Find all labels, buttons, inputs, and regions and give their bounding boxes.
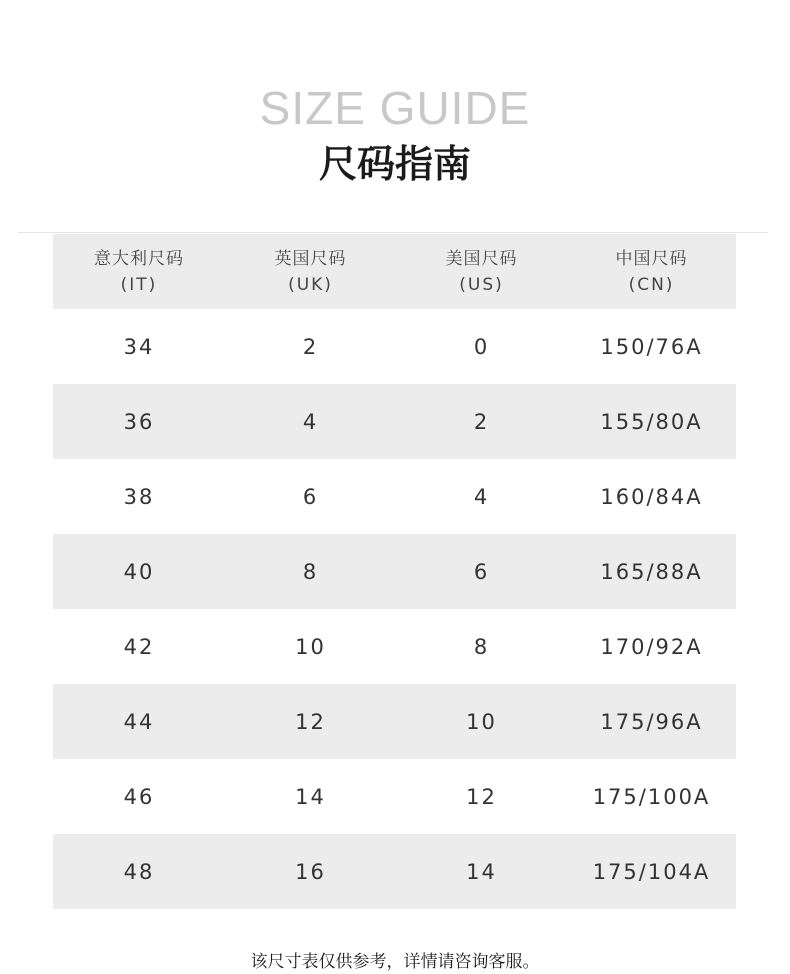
cell-value: 165/88A (600, 559, 703, 584)
cell-us (396, 309, 567, 384)
cell-value: 175/104A (592, 859, 711, 884)
cell-us (396, 759, 567, 834)
table-row (53, 759, 736, 834)
cell-value: 4 (473, 484, 490, 509)
cell-it (53, 384, 225, 459)
size-guide-table (53, 234, 736, 909)
footnote-disclaimer: 该尺寸表仅供参考，详情请咨询客服。 (250, 952, 540, 972)
cell-us (396, 684, 567, 759)
cell-value: 40 (123, 559, 155, 584)
cell-value: 14 (295, 784, 326, 809)
cell-us (396, 609, 567, 684)
cell-us (396, 384, 567, 459)
cell-value: 48 (123, 859, 155, 884)
cell-us (396, 834, 567, 909)
cell-value: 2 (302, 334, 319, 359)
cell-cn (567, 534, 736, 609)
cell-uk (225, 534, 396, 609)
table-row (53, 609, 736, 684)
cell-value: 44 (123, 709, 155, 734)
cell-value: 46 (123, 784, 155, 809)
header-cn-cn: 中国尺码 (615, 248, 688, 269)
cell-uk (225, 309, 396, 384)
cell-value: 155/80A (600, 409, 703, 434)
cell-uk (225, 384, 396, 459)
table-row (53, 309, 736, 384)
cell-value: 175/100A (592, 784, 711, 809)
table-row (53, 834, 736, 909)
cell-value: 42 (123, 634, 155, 659)
table-row (53, 684, 736, 759)
cell-uk (225, 759, 396, 834)
cell-value: 10 (466, 709, 497, 734)
title-english: SIZE GUIDE (259, 82, 531, 134)
header-cn (567, 234, 736, 309)
header-us-cn: 美国尺码 (445, 248, 518, 269)
cell-value: 160/84A (600, 484, 703, 509)
cell-uk (225, 834, 396, 909)
cell-value: 10 (295, 634, 326, 659)
cell-it (53, 759, 225, 834)
cell-value: 6 (302, 484, 319, 509)
cell-it (53, 459, 225, 534)
cell-value: 12 (295, 709, 326, 734)
cell-cn (567, 459, 736, 534)
cell-cn (567, 684, 736, 759)
cell-it (53, 609, 225, 684)
cell-value: 8 (473, 634, 490, 659)
cell-value: 12 (466, 784, 497, 809)
cell-value: 14 (466, 859, 497, 884)
cell-uk (225, 609, 396, 684)
cell-uk (225, 459, 396, 534)
cell-value: 16 (295, 859, 326, 884)
cell-value: 34 (123, 334, 155, 359)
cell-value: 6 (473, 559, 490, 584)
header-us (396, 234, 567, 309)
cell-cn (567, 609, 736, 684)
cell-it (53, 684, 225, 759)
header-it (53, 234, 225, 309)
header-it-en: (IT) (120, 274, 158, 295)
cell-value: 175/96A (600, 709, 703, 734)
table-row (53, 534, 736, 609)
cell-uk (225, 684, 396, 759)
table-row (53, 459, 736, 534)
header-uk (225, 234, 396, 309)
cell-value: 36 (123, 409, 155, 434)
header-uk-en: (UK) (288, 274, 333, 295)
cell-value: 38 (123, 484, 155, 509)
cell-it (53, 534, 225, 609)
table-header-row (53, 234, 736, 309)
cell-cn (567, 384, 736, 459)
cell-cn (567, 759, 736, 834)
cell-us (396, 459, 567, 534)
cell-it (53, 834, 225, 909)
cell-value: 8 (302, 559, 319, 584)
header-it-cn: 意大利尺码 (94, 248, 184, 269)
cell-value: 4 (302, 409, 319, 434)
cell-value: 2 (473, 409, 490, 434)
cell-cn (567, 309, 736, 384)
cell-value: 0 (473, 334, 490, 359)
divider (18, 232, 768, 233)
title-chinese: 尺码指南 (318, 142, 471, 186)
cell-us (396, 534, 567, 609)
header-us-en: (US) (459, 274, 504, 295)
header-uk-cn: 英国尺码 (274, 248, 347, 269)
cell-it (53, 309, 225, 384)
cell-value: 170/92A (600, 634, 703, 659)
table-row (53, 384, 736, 459)
cell-value: 150/76A (600, 334, 703, 359)
header-cn-en: (CN) (628, 274, 675, 295)
cell-cn (567, 834, 736, 909)
